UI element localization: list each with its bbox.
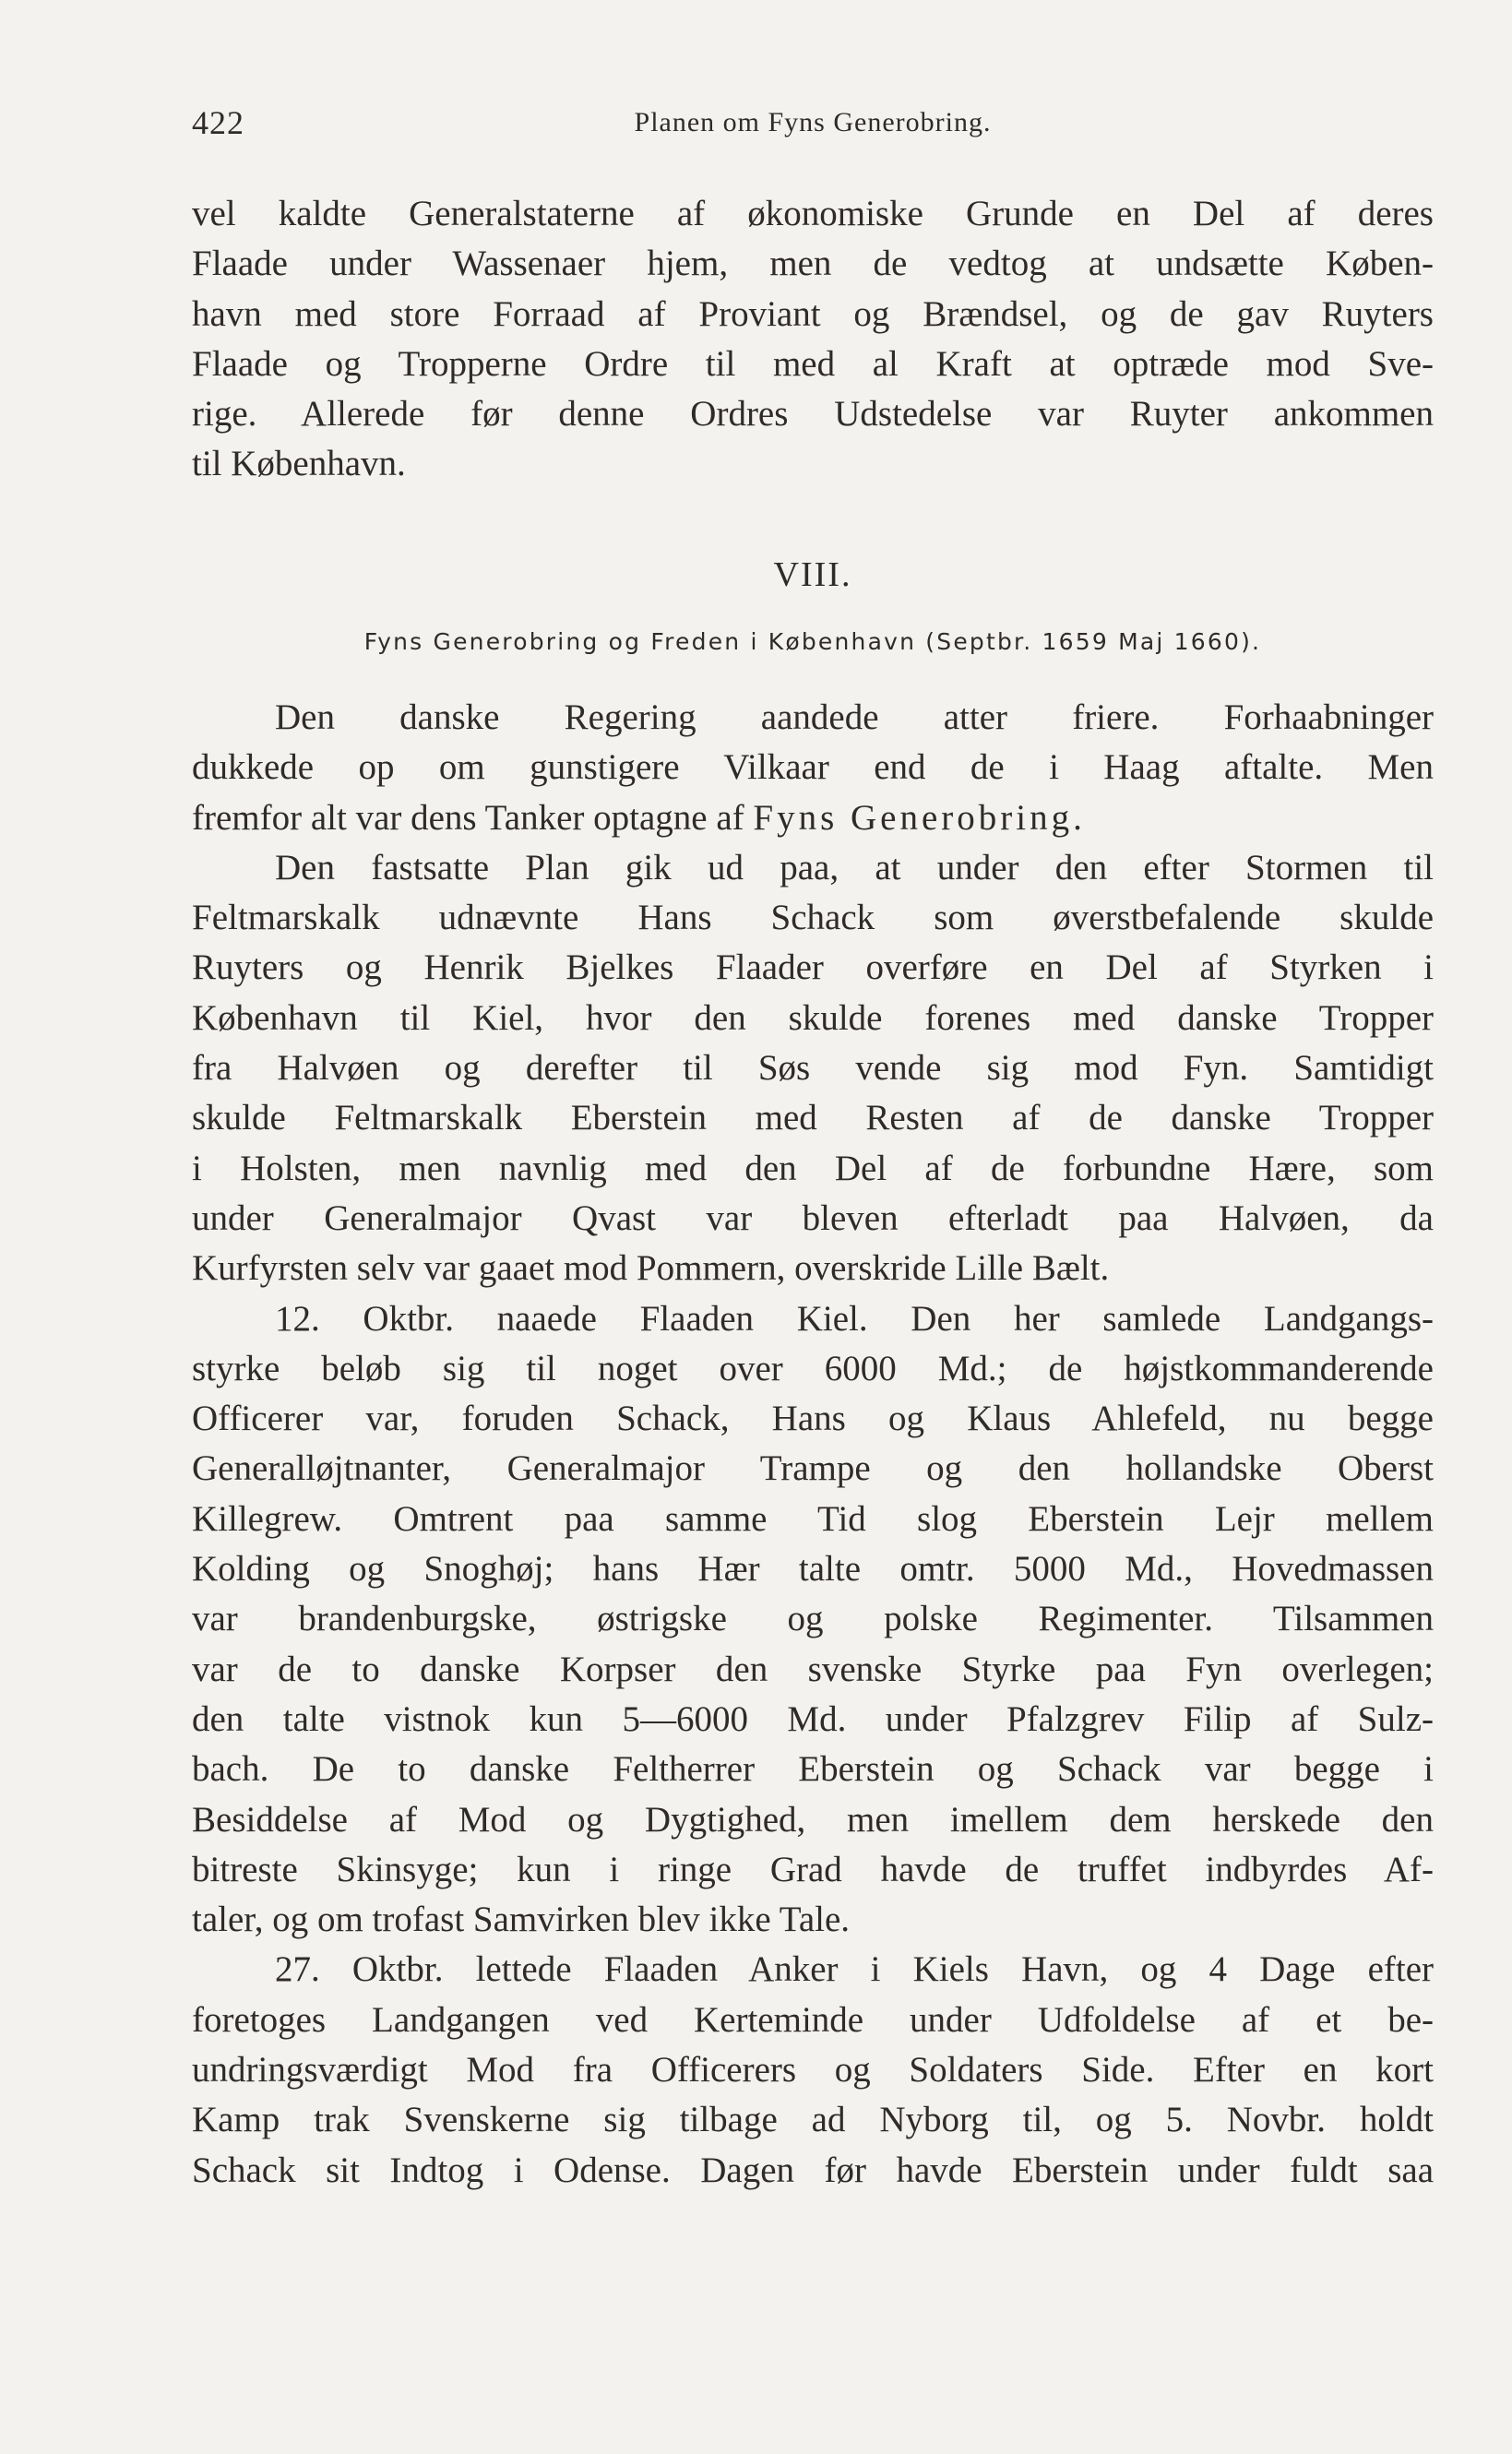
text-line: taler, og om trofast Samvirken blev ikke Tale. [192, 1900, 851, 1940]
text-line: styrke beløb sig til noget over 6000 Md.; de højstkommanderende [192, 1348, 1434, 1388]
text-line: København til Kiel, hvor den skulde forenes med danske Tropper [192, 997, 1434, 1038]
section-heading: VIII. [773, 555, 852, 594]
text-line: bitreste Skinsyge; kun i ringe Grad havde de truffet indbyrdes Af- [192, 1849, 1434, 1889]
text-line: fra Halvøen og derefter til Søs vende sig mod Fyn. Samtidigt [192, 1048, 1434, 1089]
section-body [192, 693, 1434, 2196]
text-line: Flaade og Tropperne Ordre til med al Kraft at optræde mod Sve- [192, 343, 1434, 384]
text-line: 27. Oktbr. lettede Flaaden Anker i Kiels Havn, og 4 Dage efter [275, 1949, 1434, 1990]
running-head [192, 103, 1434, 151]
page-number: 422 [192, 104, 244, 141]
text-line: dukkede op om gunstigere Vilkaar end de i Haag aftalte. Men [192, 747, 1434, 788]
text-line: undringsværdigt Mod fra Officerers og Soldaters Side. Efter en kort [192, 2050, 1434, 2091]
text-line: i Holsten, men navnlig med den Del af de forbundne Hære, som [192, 1148, 1434, 1188]
text-line: Den danske Regering aandede atter friere. Forhaabninger [275, 697, 1434, 737]
text-line: Officerer var, foruden Schack, Hans og Klaus Ahlefeld, nu begge [192, 1399, 1434, 1439]
text-line: Besiddelse af Mod og Dygtighed, men imellem dem herskede den [192, 1799, 1434, 1840]
text-run: fremfor alt var dens Tanker optagne af [192, 797, 754, 838]
text-line: Kolding og Snoghøj; hans Hær talte omtr. 5000 Md., Hovedmassen [192, 1549, 1434, 1590]
section-subtitle: Fyns Generobring og Freden i København (Septbr. 1659 Maj 1660). [363, 628, 1262, 655]
text-line: skulde Feltmarskalk Eberstein med Resten af de danske Tropper [192, 1098, 1434, 1138]
running-title: Planen om Fyns Generobring. [634, 107, 992, 137]
text-line: var de to danske Korpser den svenske Styrke paa Fyn overlegen; [192, 1649, 1434, 1689]
text-line: foretoges Landgangen ved Kerteminde under Udfoldelse af et be- [192, 1999, 1434, 2040]
text-line: var brandenburgske, østrigske og polske Regimenter. Tilsammen [192, 1599, 1434, 1639]
text-line: under Generalmajor Qvast var bleven efterladt paa Halvøen, da [192, 1197, 1434, 1238]
text-line: Killegrew. Omtrent paa samme Tid slog Eberstein Lejr mellem [192, 1498, 1434, 1539]
text-line: Generalløjtnanter, Generalmajor Trampe og den hollandske Oberst [192, 1448, 1434, 1489]
text-line: Kamp trak Svenskerne sig tilbage ad Nyborg til, og 5. Novbr. holdt [192, 2100, 1434, 2140]
text-line: vel kaldte Generalstaterne af økonomiske Grunde en Del af deres [192, 194, 1434, 233]
text-line: Feltmarskalk udnævnte Hans Schack som øverstbefalende skulde [192, 898, 1434, 938]
emphasis-text: Fyns Generobring. [753, 797, 1086, 838]
text-line: Ruyters og Henrik Bjelkes Flaader overføre en Del af Styrken i [192, 947, 1434, 988]
text-line: den talte vistnok kun 5—6000 Md. under Pfalzgrev Filip af Sulz- [192, 1698, 1434, 1739]
intro-paragraph [192, 189, 1434, 490]
text-line: Kurfyrsten selv var gaaet mod Pommern, overskride Lille Bælt. [192, 1248, 1110, 1289]
text-line: havn med store Forraad af Proviant og Brændsel, og de gav Ruyters [192, 293, 1434, 334]
text-line: 12. Oktbr. naaede Flaaden Kiel. Den her samlede Landgangs- [275, 1298, 1434, 1339]
text-line: Den fastsatte Plan gik ud paa, at under den efter Stormen til [275, 847, 1434, 887]
text-line: til København. [192, 444, 406, 484]
text-line: Flaade under Wassenaer hjem, men de vedtog at undsætte Køben- [192, 244, 1434, 284]
text-line: rige. Allerede før denne Ordres Udstedelse var Ruyter ankommen [192, 394, 1434, 435]
text-line: Schack sit Indtog i Odense. Dagen før havde Eberstein under fuldt saa [192, 2150, 1434, 2190]
text-line: bach. De to danske Feltherrer Eberstein og Schack var begge i [192, 1749, 1434, 1790]
text-line [192, 793, 1434, 843]
